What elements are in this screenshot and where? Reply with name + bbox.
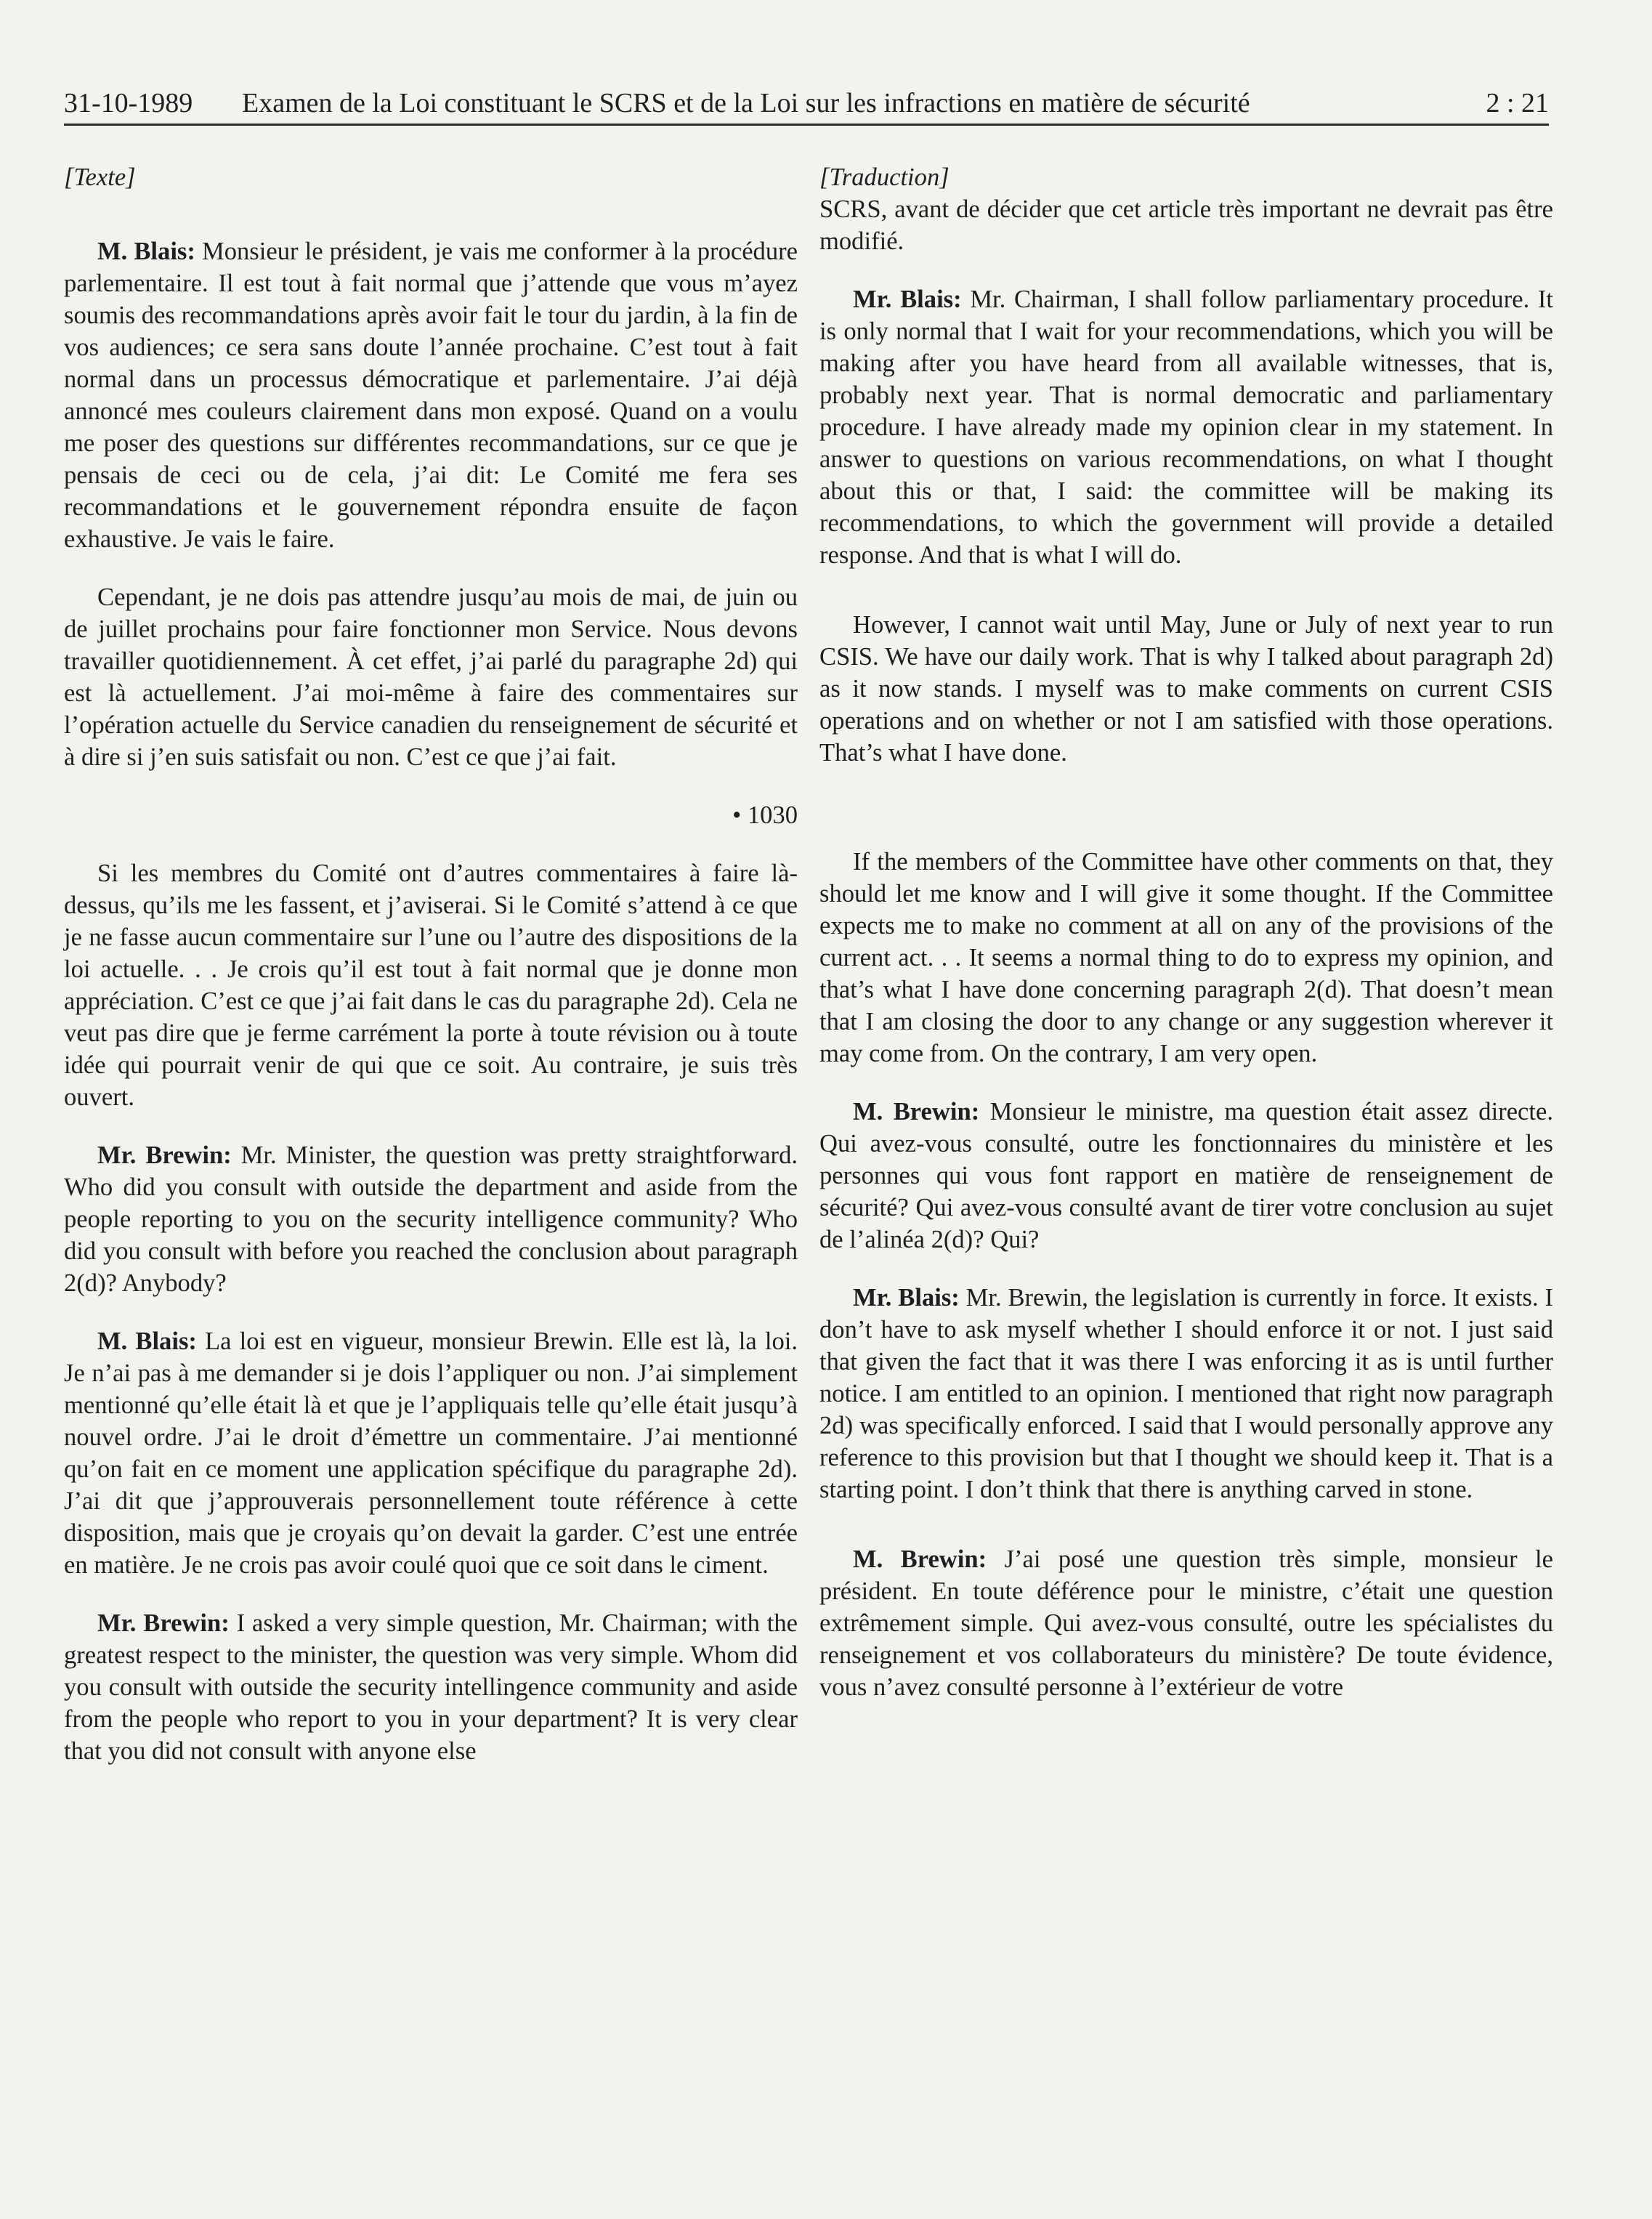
speaker-name: Mr. Brewin: (97, 1141, 232, 1169)
paragraph-text: Monsieur le ministre, ma question était assez directe. Qui avez-vous consulté, outre les fonctionnaires du ministère et les personnes qui vous font rapport en matière de renseignement de sécurité? Qui avez-vous consulté avant de tirer votre conclusion au sujet de l’alinéa 2(d)? Qui? (819, 1098, 1553, 1253)
paragraph-text: Mr. Brewin, the legislation is currently in force. It exists. I don’t have to ask myself whether I should enforce it or not. I just said that given the fact that it was there I was enforcing it as is until further notice. I am entitled to an opinion. I mentioned that right now paragraph 2d) was specifically enforced. I said that I would personally approve any reference to this provision but that I thought we should keep it. That is a starting point. I don’t think that there is anything carved in stone. (819, 1284, 1553, 1503)
paragraph-text: La loi est en vigueur, monsieur Brewin. Elle est là, la loi. Je n’ai pas à me demander si je dois l’appliquer ou non. J’ai simplement mentionné qu’elle était là et que je l’appliquais telle qu’elle était jusqu’à nouvel ordre. J’ai le droit d’émettre un commentaire. J’ai mentionné qu’on fait en ce moment une application spécifique du paragraphe 2d). J’ai dit que j’approuverais personnellement toute référence à cette disposition, mais que je croyais qu’on devait la garder. C’est une entrée en matière. Je ne crois pas avoir coulé quoi que ce soit dans le ciment. (64, 1327, 798, 1579)
paragraph (819, 1096, 1553, 1256)
time-marker: • 1030 (732, 801, 798, 829)
speaker-name: M. Blais: (97, 1327, 197, 1355)
column-label-traduction: [Traduction] (819, 163, 950, 191)
spacer (819, 1532, 1553, 1543)
paragraph-text: Monsieur le président, je vais me conformer à la procédure parlementaire. Il est tout à fait normal que j’attende que vous m’ayez soumis des recommandations après avoir fait le tour du jardin, à la fin de vos audiences; ce sera sans doute l’année prochaine. C’est tout à fait normal dans un processus démocratique et parlementaire. J’ai déjà annoncé mes couleurs clairement dans mon exposé. Quand on a voulu me poser des questions sur différentes recommandations, sur ce que je pensais de ceci ou de cela, j’ai dit: Le Comité me fera ses recommandations et le gouvernement répondra ensuite de façon exhaustive. Je vais le faire. (64, 238, 798, 553)
paragraph: SCRS, avant de décider que cet article très important ne devrait pas être modifié. (819, 195, 1553, 255)
paragraph (819, 283, 1553, 571)
paragraph-text: Mr. Minister, the question was pretty straightforward. Who did you consult with outside the department and aside from the people reporting to you on the security intelligence community? Who did you consult with before you reached the conclusion about paragraph 2(d)? Anybody? (64, 1141, 798, 1297)
left-column-french (64, 161, 798, 1793)
paragraph (64, 235, 798, 555)
paragraph (819, 1282, 1553, 1505)
paragraph (64, 1607, 798, 1767)
speaker-name: Mr. Blais: (853, 1284, 960, 1311)
speaker-name: Mr. Brewin: (97, 1609, 230, 1637)
paragraph (819, 1543, 1553, 1703)
paragraph-text: Mr. Chairman, I shall follow parliamentary procedure. It is only normal that I wait for your recommendations, which you will be making after you have heard from all available witnesses, that is, probably next year. That is normal democratic and parliamentary procedure. I have already made my opinion clear in my statement. In answer to questions on various recommendations, on what I thought about this or that, I said: the committee will be making its recommendations, to which the government will provide a detailed response. And that is what I will do. (819, 286, 1554, 569)
paragraph: Si les membres du Comité ont d’autres commentaires à faire là-dessus, qu’ils me les fassent, et j’aviserai. Si le Comité s’attend à ce que je ne fasse aucun commentaire sur l’une ou l’autre des dispositions de la loi actuelle. . . Je crois qu’il est tout à fait normal que je donne mon appréciation. C’est ce que j’ai fait dans le cas du paragraphe 2d). Cela ne veut pas dire que je ferme carrément la porte à toute révision ou à toute idée qui pourrait venir de qui que ce soit. Au contraire, je suis très ouvert. (64, 860, 798, 1111)
speaker-name: M. Blais: (97, 238, 195, 265)
paragraph: However, I cannot wait until May, June or July of next year to run CSIS. We have our daily work. That is why I talked about paragraph 2d) as it now stands. I myself was to make comments on current CSIS operations and on whether or not I am satisfied with those operations. That’s what I have done. (819, 611, 1553, 767)
column-label-texte: [Texte] (64, 163, 136, 191)
speaker-name: M. Brewin: (853, 1545, 987, 1573)
paragraph: If the members of the Committee have other comments on that, they should let me know and I will give it some thought. If the Committee expects me to make no comment at all on any of the provisions of the current act. . . It seems a normal thing to do to express my opinion, and that’s what I have done concerning paragraph 2(d). That doesn’t mean that I am closing the door to any change or any suggestion wherever it may come from. On the contrary, I am very open. (819, 848, 1553, 1067)
header-date: 31-10-1989 (64, 88, 193, 118)
speaker-name: Mr. Blais: (853, 286, 962, 313)
header-page-number: 2 : 21 (1486, 88, 1549, 118)
paragraph (64, 1139, 798, 1299)
paragraph: Cependant, je ne dois pas attendre jusqu’au mois de mai, de juin ou de juillet prochains pour faire fonctionner mon Service. Nous devons travailler quotidiennement. À cet effet, j’ai parlé du paragraphe 2d) qui est là actuellement. J’ai moi-même à faire des commentaires sur l’opération actuelle du Service canadien du renseignement de sécurité et à dire si j’en suis satisfait ou non. C’est ce que j’ai fait. (64, 583, 798, 771)
speaker-name: M. Brewin: (853, 1098, 980, 1125)
header-title: Examen de la Loi constituant le SCRS et de la Loi sur les infractions en matière de sécurité (242, 88, 1250, 118)
spacer (819, 597, 1553, 609)
spacer (819, 795, 1553, 846)
page-header (64, 78, 1549, 126)
paragraph (64, 1325, 798, 1581)
paragraph-text: I asked a very simple question, Mr. Chairman; with the greatest respect to the minister, the question was very simple. Whom did you consult with outside the security intellingence community and aside from the people who report to you in your department? It is very clear that you did not consult with anyone else (64, 1609, 798, 1765)
paragraph-text: J’ai posé une question très simple, monsieur le président. En toute déférence pour le ministre, c’était une question extrêmement simple. Qui avez-vous consulté, outre les spécialistes du renseignement et vos collaborateurs du ministère? De toute évidence, vous n’avez consulté personne à l’extérieur de votre (819, 1545, 1553, 1701)
right-column-english (819, 161, 1553, 1729)
